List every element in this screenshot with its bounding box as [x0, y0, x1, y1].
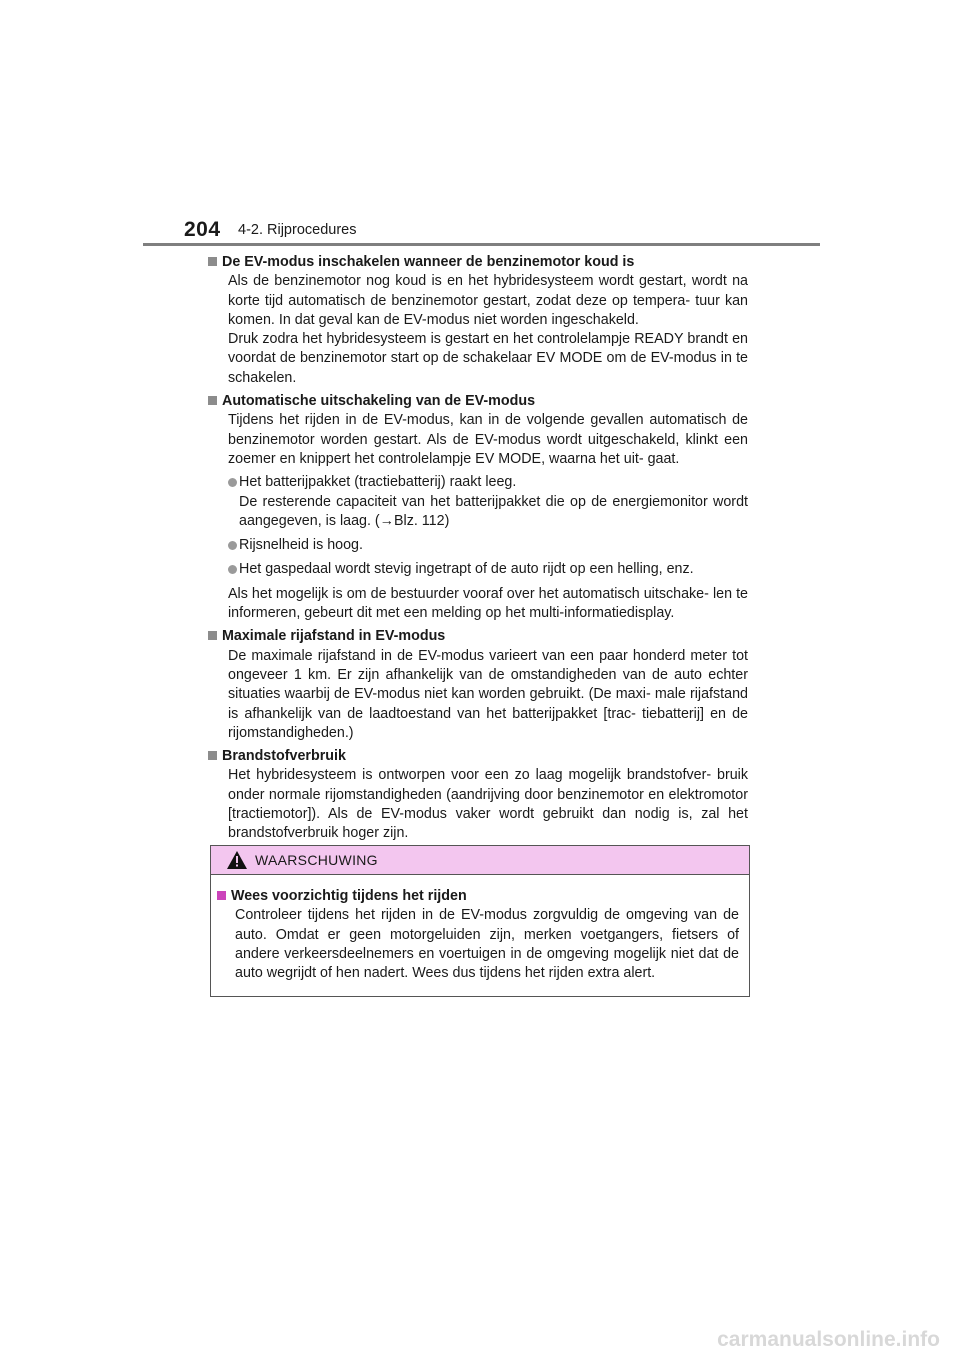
round-bullet-icon	[228, 478, 237, 487]
section-heading-text: Automatische uitschakeling van de EV-modus	[222, 393, 536, 410]
list-item-text: Het gaspedaal wordt stevig ingetrapt of de auto rijdt op een helling, enz.	[239, 561, 694, 578]
main-content	[210, 253, 748, 848]
paragraph: De maximale rijafstand in de EV-modus varieert van een paar honderd meter tot ongeveer 1 km. Er zijn afhankelijk van de omstandigheden van de auto echter situaties waarbij de EV-modus niet kan worden gebruikt. (De maxi- male rijafstand is afhankelijk van de laadtoestand van het batterijpakket [trac- tiebatterij] en de rijomstandigheden.)	[228, 647, 748, 741]
square-bullet-icon	[208, 396, 217, 405]
section-heading-text: Maximale rijafstand in EV-modus	[222, 628, 446, 645]
paragraph: Tijdens het rijden in de EV-modus, kan in de volgende gevallen automatisch de benzinemotor worden gestart. Als de EV-modus wordt uitgeschakeld, klinkt een zoemer en knippert het controlelampje EV MODE, waarna het uit- gaat.	[228, 412, 748, 467]
list-item	[228, 473, 748, 531]
section-ev-cold-engine	[210, 253, 748, 388]
list-item-text: Het batterijpakket (tractiebatterij) raakt leeg.	[239, 474, 517, 491]
warning-section-heading-text: Wees voorzichtig tijdens het rijden	[231, 888, 467, 904]
round-bullet-icon	[228, 565, 237, 574]
warning-body	[211, 875, 749, 983]
section-heading	[208, 392, 748, 411]
section-fuel-consumption	[210, 747, 748, 843]
section-heading-text: De EV-modus inschakelen wanneer de benzinemotor koud is	[222, 254, 635, 270]
square-bullet-icon	[208, 751, 217, 760]
warning-box	[210, 845, 750, 997]
page-number: 204	[184, 218, 221, 241]
paragraph: Het hybridesysteem is ontworpen voor een zo laag mogelijk brandstofver- bruik onder normale rijomstandigheden (aandrijving door benzinemotor en elektromotor [tractiemotor]). Als de EV-modus vaker wordt gebruikt dan nodig is, zal het brandstofverbruik hoger zijn.	[228, 767, 748, 842]
section-heading	[208, 747, 748, 766]
warning-triangle-icon	[227, 851, 247, 869]
list-item-subtext: De resterende capaciteit van het batterijpakket die op de energiemonitor wordt aangegeven, is laag. (→Blz. 112)	[239, 493, 748, 529]
paragraph: Druk zodra het hybridesysteem is gestart en het controlelampje READY brandt en voordat de benzinemotor start op de schakelaar EV MODE om de EV-modus in te schakelen.	[228, 331, 748, 386]
warning-title: WAARSCHUWING	[255, 852, 378, 868]
watermark: carmanualsonline.info	[717, 1328, 940, 1351]
list-item	[228, 560, 748, 579]
square-bullet-icon	[217, 891, 226, 900]
section-body	[228, 272, 748, 388]
section-auto-shutoff	[210, 392, 748, 623]
warning-text: Controleer tijdens het rijden in de EV-modus zorgvuldig de omgeving van de auto. Omdat er geen motorgeluiden zijn, merken voetgangers, fietsers of andere verkeersdeelnemers en voertuigen in de omgeving mogelijk niet dat de auto wegrijdt of hen nadert. Wees dus tijdens het rijden extra alert.	[235, 907, 739, 982]
header-divider	[143, 243, 820, 246]
square-bullet-icon	[208, 257, 217, 266]
square-bullet-icon	[208, 631, 217, 640]
section-heading	[208, 627, 748, 646]
section-heading	[208, 253, 748, 272]
section-body	[228, 766, 748, 843]
list-item-text: Rijsnelheid is hoog.	[239, 537, 363, 554]
paragraph: Als de benzinemotor nog koud is en het hybridesysteem wordt gestart, wordt na korte tijd automatisch de benzinemotor gestart, zodat deze op tempera- tuur kan komen. In dat geval kan de EV-modus niet worden ingeschakeld.	[228, 273, 748, 328]
section-title: 4-2. Rijprocedures	[238, 222, 357, 238]
warning-section-heading	[217, 887, 739, 906]
section-body	[228, 411, 748, 469]
round-bullet-icon	[228, 541, 237, 550]
list-item	[228, 536, 748, 555]
section-heading-text: Brandstofverbruik	[222, 748, 346, 765]
section-max-range	[210, 627, 748, 743]
warning-header	[211, 846, 749, 875]
section-body	[228, 647, 748, 743]
note-paragraph: Als het mogelijk is om de bestuurder vooraf over het automatisch uitschake- len te informeren, gebeurt dit met een melding op het multi-informatiedisplay.	[228, 585, 748, 622]
